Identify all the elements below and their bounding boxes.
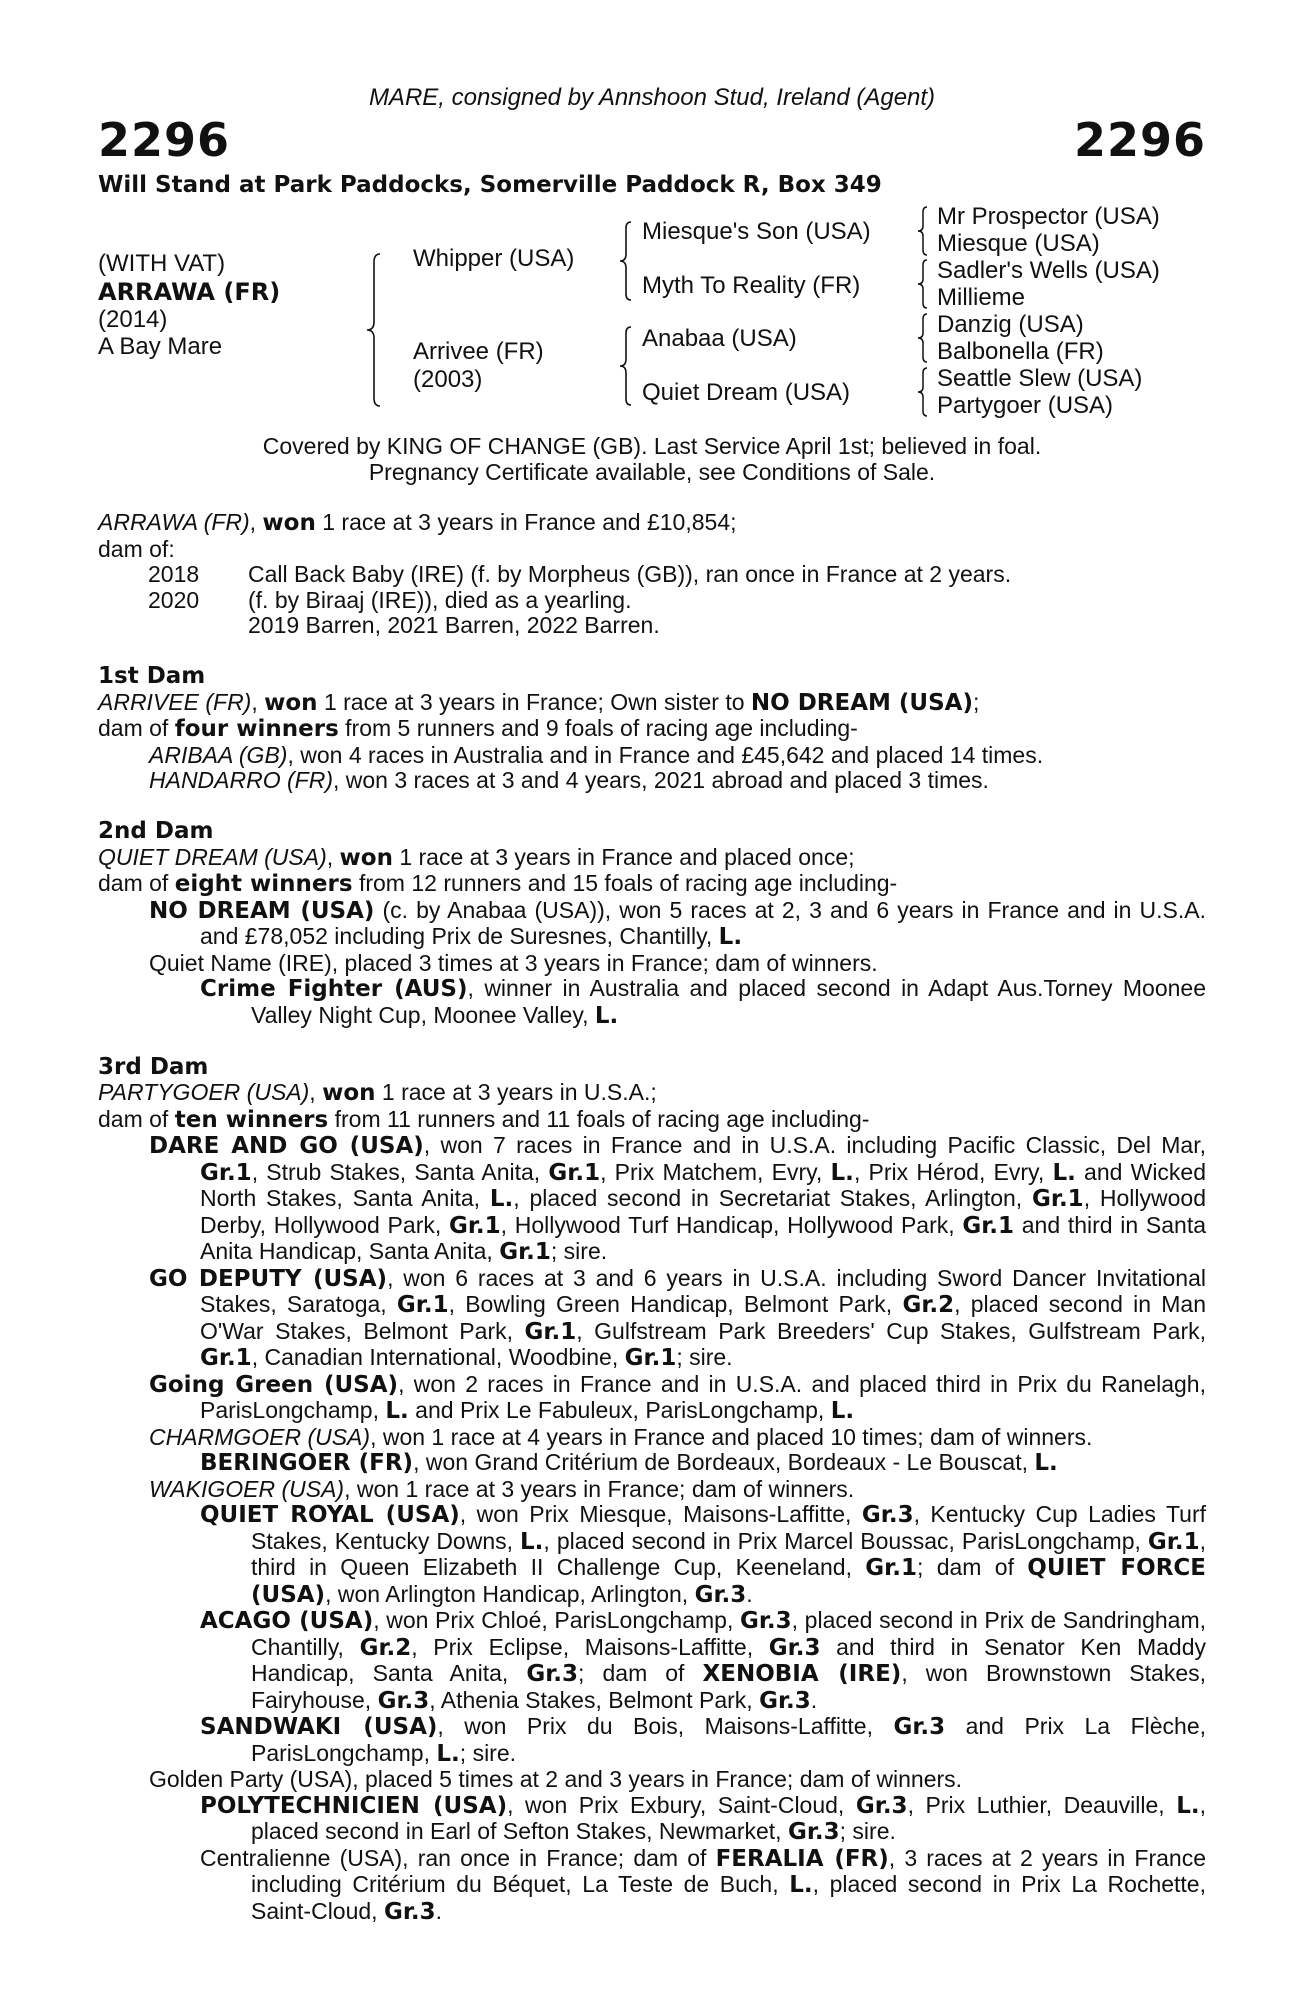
covered-note xyxy=(98,433,1206,485)
section-heading-2nd-dam: 2nd Dam xyxy=(98,818,214,844)
dam3-grandchild: BERINGOER (FR), won Grand Critérium de Bordeaux, Bordeaux - Le Bouscat, L. xyxy=(200,1449,1058,1476)
dam3-runner: GO DEPUTY (USA), won 6 races at 3 and 6 years in U.S.A. including Sword Dancer Invitational Stakes, Saratoga, Gr.1, Bowling Green Handicap, Belmont Park, Gr.2, placed second in Man O'War Stakes, Belmont Park, Gr.1, Gulfstream Park Breeders' Cup Stakes, Gulfstream Park, Gr.1, Canadian International, Woodbine, Gr.1; sire. xyxy=(149,1264,1206,1371)
dam: Arrivee (FR) xyxy=(413,338,544,365)
dam2-runner: Quiet Name (IRE), placed 3 times at 3 years in France; dam of winners. xyxy=(149,949,878,976)
dam3-grandchild: SANDWAKI (USA), won Prix du Bois, Maisons-Laffitte, Gr.3 and Prix La Flèche, ParisLongchamp, L.; sire. xyxy=(200,1713,1206,1767)
horse-name: ARRAWA (FR) xyxy=(98,278,281,306)
g2: Miesque (USA) xyxy=(937,230,1100,257)
dam1-record: ARRIVEE (FR), won 1 race at 3 years in France; Own sister to NO DREAM (USA); xyxy=(98,688,980,716)
dam3-grandchild: Centralienne (USA), ran once in France; dam of FERALIA (FR), 3 races at 2 years in France including Critérium du Béquet, La Teste de Buch, L., placed second in Prix La Rochette, Saint-Cloud, Gr.3. xyxy=(200,1844,1206,1925)
consignment-line: MARE, consigned by Annshoon Stud, Ireland (Agent) xyxy=(368,84,936,111)
vat-label: (WITH VAT) xyxy=(98,250,226,277)
g5: Danzig (USA) xyxy=(937,311,1084,338)
dam2-produce: dam of eight winners from 12 runners and 15 foals of racing age including- xyxy=(98,870,898,897)
dam1-produce: dam of four winners from 5 runners and 9 foals of racing age including- xyxy=(98,715,858,742)
dam1-runner: ARIBAA (GB), won 4 races in Australia and in France and £45,642 and placed 14 times. xyxy=(149,741,1044,768)
dam2-grandchild: Crime Fighter (AUS), winner in Australia and placed second in Adapt Aus.Torney Moonee Valley Night Cup, Moonee Valley, L. xyxy=(200,975,1206,1029)
dam-sire: Anabaa (USA) xyxy=(642,325,797,352)
dam2-record: QUIET DREAM (USA), won 1 race at 3 years in France and placed once; xyxy=(98,843,855,871)
sire-sire: Miesque's Son (USA) xyxy=(642,218,871,245)
brace-3c xyxy=(916,312,930,364)
brace-3a xyxy=(916,205,930,257)
g3: Sadler's Wells (USA) xyxy=(937,257,1160,284)
mare-record: ARRAWA (FR), won 1 race at 3 years in France and £10,854; xyxy=(98,509,737,536)
produce-row: 2019 Barren, 2021 Barren, 2022 Barren. xyxy=(248,612,660,638)
lot-number-right: 2296 xyxy=(1073,113,1206,167)
dam3-runner: CHARMGOER (USA), won 1 race at 4 years in France and placed 10 times; dam of winners. xyxy=(149,1423,1093,1450)
dam-dam: Quiet Dream (USA) xyxy=(642,379,851,406)
sire: Whipper (USA) xyxy=(413,245,575,272)
stand-location: Will Stand at Park Paddocks, Somerville Paddock R, Box 349 xyxy=(98,172,882,198)
brace-2b xyxy=(618,325,634,407)
dam3-record: PARTYGOER (USA), won 1 race at 3 years in U.S.A.; xyxy=(98,1079,657,1106)
horse-year: (2014) xyxy=(98,306,168,333)
dam-year: (2003) xyxy=(413,366,483,393)
brace-1 xyxy=(364,252,384,408)
produce-row: 2020 (f. by Biraaj (IRE)), died as a yearling. xyxy=(148,586,632,613)
section-heading-3rd-dam: 3rd Dam xyxy=(98,1053,209,1080)
g4: Millieme xyxy=(937,284,1026,311)
dam1-runner: HANDARRO (FR), won 3 races at 3 and 4 years, 2021 abroad and placed 3 times. xyxy=(149,767,989,793)
catalogue-body xyxy=(98,510,1206,1925)
dam3-runner: Golden Party (USA), placed 5 times at 2 and 3 years in France; dam of winners. xyxy=(149,1766,963,1792)
section-heading-1st-dam: 1st Dam xyxy=(98,663,206,689)
pedigree-table xyxy=(98,0,1206,430)
produce-row: 2018 Call Back Baby (IRE) (f. by Morpheus (GB)), ran once in France at 2 years. xyxy=(148,561,1012,587)
dam3-runner: DARE AND GO (USA), won 7 races in France and in U.S.A. including Pacific Classic, Del Mar, Gr.1, Strub Stakes, Santa Anita, Gr.1, Prix Matchem, Evry, L., Prix Hérod, Evry, L. and Wicked North Stakes, Santa Anita, L., placed second in Secretariat Stakes, Arlington, Gr.1, Hollywood Derby, Hollywood Park, Gr.1, Hollywood Turf Handicap, Hollywood Park, Gr.1 and third in Santa Anita Handicap, Santa Anita, Gr.1; sire. xyxy=(149,1132,1207,1265)
brace-3b xyxy=(916,258,930,310)
g8: Partygoer (USA) xyxy=(937,392,1114,419)
covered-line-1: Covered by KING OF CHANGE (GB). Last Service April 1st; believed in foal. xyxy=(262,433,1042,459)
sire-dam: Myth To Reality (FR) xyxy=(642,272,861,299)
g6: Balbonella (FR) xyxy=(937,338,1104,365)
g7: Seattle Slew (USA) xyxy=(937,365,1143,392)
brace-2a xyxy=(618,220,634,302)
dam3-runner: Going Green (USA), won 2 races in France and in U.S.A. and placed third in Prix du Ranelagh, ParisLongchamp, L. and Prix Le Fabuleux, ParisLongchamp, L. xyxy=(149,1370,1206,1424)
dam3-grandchild: ACAGO (USA), won Prix Chloé, ParisLongchamp, Gr.3, placed second in Prix de Sandringham, Chantilly, Gr.2, Prix Eclipse, Maisons-Laffitte, Gr.3 and third in Senator Ken Maddy Handicap, Santa Anita, Gr.3; dam of XENOBIA (IRE), won Brownstown Stakes, Fairyhouse, Gr.3, Athenia Stakes, Belmont Park, Gr.3. xyxy=(200,1607,1207,1714)
brace-3d xyxy=(916,366,930,418)
catalogue-page xyxy=(98,0,1206,2000)
dam3-produce: dam of ten winners from 11 runners and 11 foals of racing age including- xyxy=(98,1105,870,1133)
lot-number-left: 2296 xyxy=(98,113,231,167)
dam3-grandchild: QUIET ROYAL (USA), won Prix Miesque, Maisons-Laffitte, Gr.3, Kentucky Cup Ladies Turf Stakes, Kentucky Downs, L., placed second in Prix Marcel Boussac, ParisLongchamp, Gr.1, third in Queen Elizabeth II Challenge Cup, Keeneland, Gr.1; dam of QUIET FORCE (USA), won Arlington Handicap, Arlington, Gr.3. xyxy=(200,1501,1206,1608)
mare-dam-of: dam of: xyxy=(98,535,175,562)
covered-line-2: Pregnancy Certificate available, see Conditions of Sale. xyxy=(368,459,936,485)
g1: Mr Prospector (USA) xyxy=(937,203,1160,230)
dam2-runner: NO DREAM (USA) (c. by Anabaa (USA)), won 5 races at 2, 3 and 6 years in France and in U.S.A. and £78,052 including Prix de Suresnes, Chantilly, L. xyxy=(149,896,1206,950)
horse-description: A Bay Mare xyxy=(98,333,223,360)
dam3-runner: WAKIGOER (USA), won 1 race at 3 years in France; dam of winners. xyxy=(149,1475,855,1502)
dam3-grandchild: POLYTECHNICIEN (USA), won Prix Exbury, Saint-Cloud, Gr.3, Prix Luthier, Deauville, L., placed second in Earl of Sefton Stakes, Newmarket, Gr.3; sire. xyxy=(200,1791,1206,1845)
